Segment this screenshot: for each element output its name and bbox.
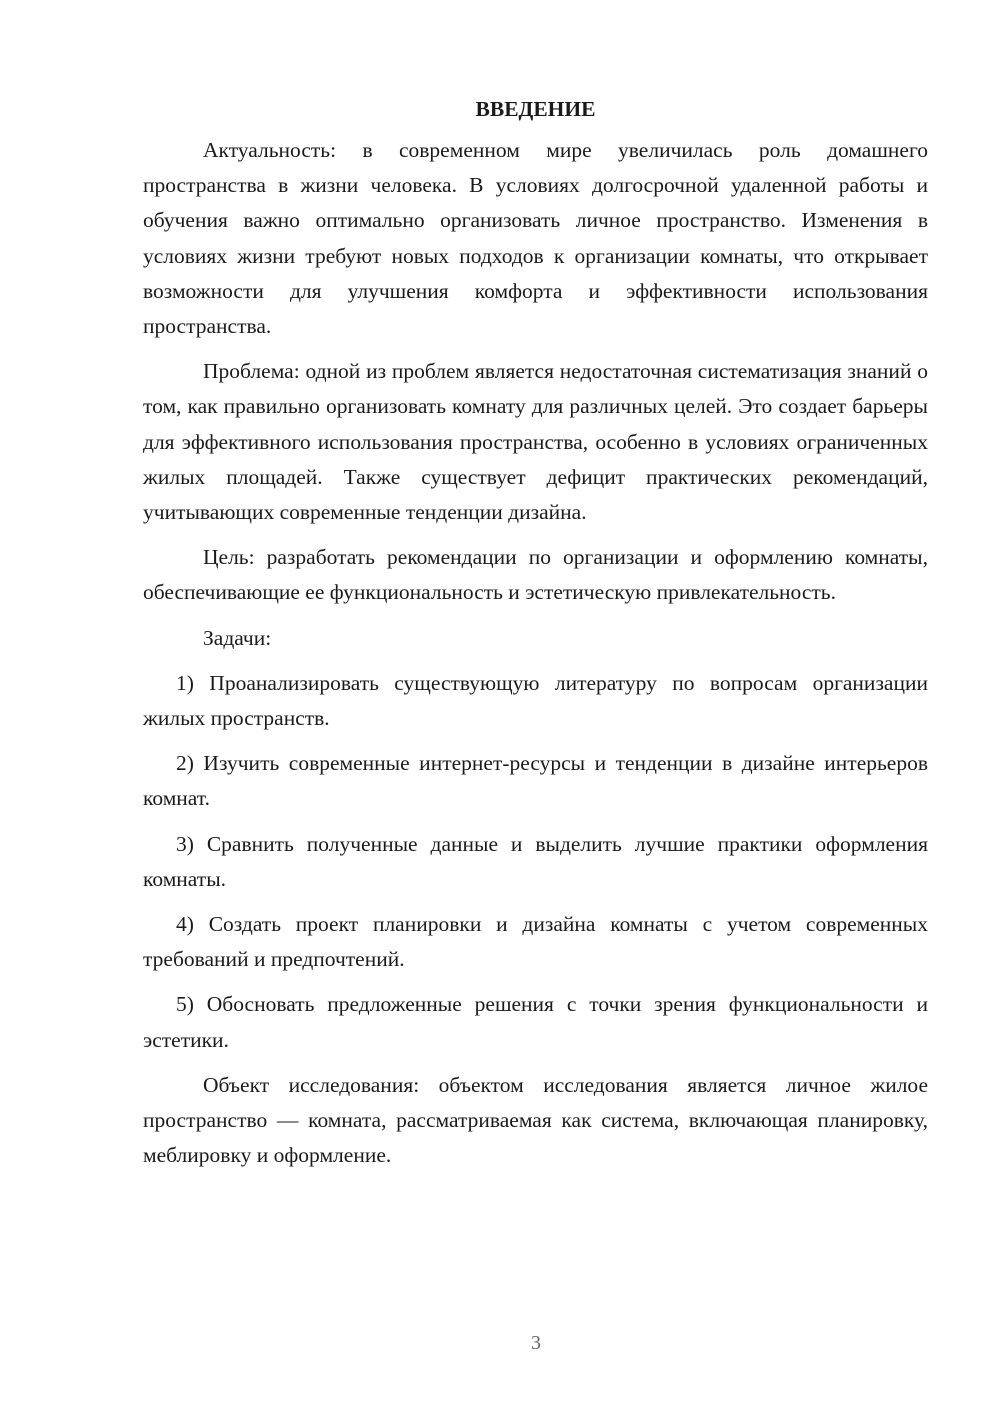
problem-paragraph: Проблема: одной из проблем является недостаточная систематизация знаний о том, как правильно организовать комнату для различных целей. Это создает барьеры для эффективного использования пространства, особенно в условиях ограниченных жилых площадей. Также существует дефицит практических рекомендаций, учитывающих современные тенденции дизайна. bbox=[143, 359, 928, 525]
task-item-1: 1) Проанализировать существующую литературу по вопросам организации жилых пространств. bbox=[143, 670, 928, 731]
goal-paragraph: Цель: разработать рекомендации по организации и оформлению комнаты, обеспечивающие ее функциональность и эстетическую привлекательность. bbox=[143, 545, 928, 605]
task-item-2: 2) Изучить современные интернет-ресурсы и тенденции в дизайне интерьеров комнат. bbox=[143, 751, 928, 811]
task-item-4: 4) Создать проект планировки и дизайна комнаты с учетом современных требований и предпочтений. bbox=[143, 912, 928, 972]
document-page bbox=[143, 92, 928, 1183]
object-paragraph: Объект исследования: объектом исследования является личное жилое пространство — комната, рассматриваемая как система, включающая планировку, меблировку и оформление. bbox=[143, 1072, 928, 1168]
task-item-5: 5) Обосновать предложенные решения с точки зрения функциональности и эстетики. bbox=[143, 992, 928, 1052]
page-number: 3 bbox=[531, 1332, 541, 1354]
section-title: ВВЕДЕНИЕ bbox=[475, 97, 596, 121]
relevance-paragraph: Актуальность: в современном мире увеличилась роль домашнего пространства в жизни человека. В условиях долгосрочной удаленной работы и обучения важно оптимально организовать личное пространство. Изменения в условиях жизни требуют новых подходов к организации комнаты, что открывает возможности для улучшения комфорта и эффективности использования пространства. bbox=[143, 138, 928, 339]
task-item-3: 3) Сравнить полученные данные и выделить лучшие практики оформления комнаты. bbox=[143, 831, 928, 891]
tasks-heading: Задачи: bbox=[203, 625, 272, 650]
